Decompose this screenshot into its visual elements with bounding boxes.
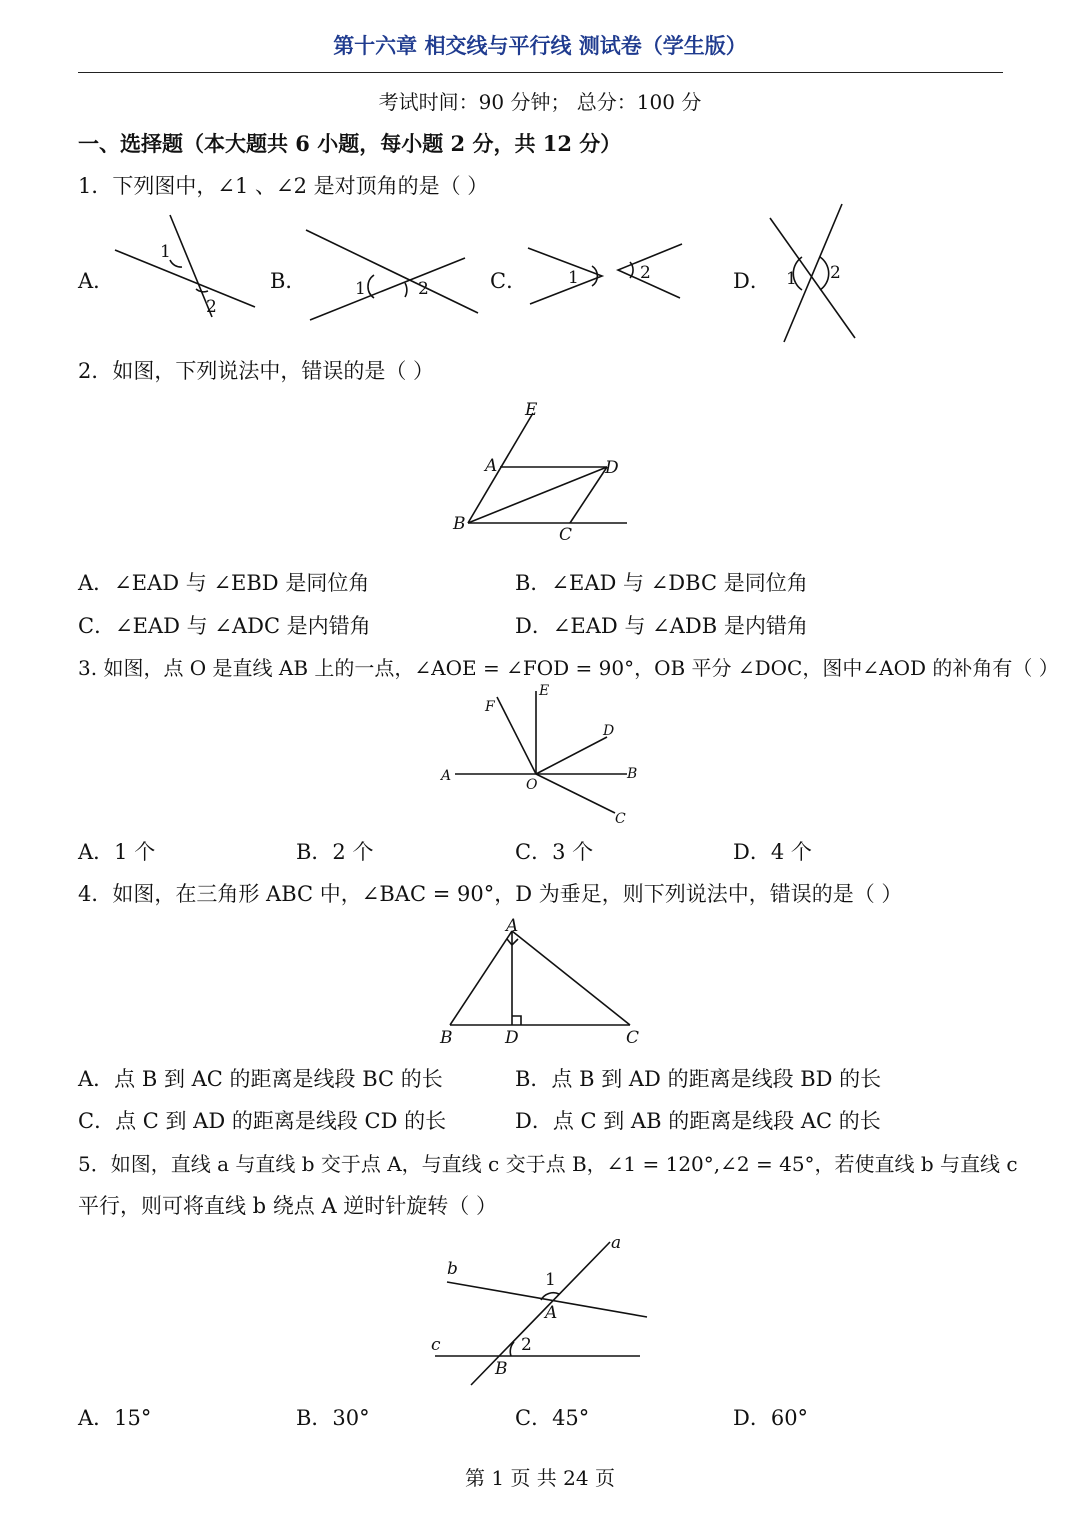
q5-point-B: B <box>495 1359 508 1379</box>
q4-line-AC <box>512 931 630 1025</box>
q5-option-a: A．15° <box>78 1406 152 1430</box>
q1-stem: 1．下列图中，∠1 、∠2 是对顶角的是（ ） <box>78 174 489 198</box>
q1a-arc-1 <box>170 260 182 267</box>
q5-angle-1-label: 1 <box>545 1270 556 1290</box>
exam-info: 考试时间：90 分钟； 总分：100 分 <box>378 90 702 114</box>
q2-figure <box>445 395 635 550</box>
q2-stem: 2．如图，下列说法中，错误的是（ ） <box>78 359 435 383</box>
q1b-label-1: 1 <box>355 279 366 299</box>
q5-stem-line1: 5．如图，直线 a 与直线 b 交于点 A，与直线 c 交于点 B，∠1 = 120°,∠2 = 45°，若使直线 b 与直线 c <box>78 1152 1018 1176</box>
q1a-line-1 <box>115 250 255 307</box>
q5-line-a <box>471 1242 610 1385</box>
q5-stem-line2: 平行，则可将直线 b 绕点 A 逆时针旋转（ ） <box>78 1194 497 1218</box>
q4-option-b: B．点 B 到 AD 的距离是线段 BD 的长 <box>515 1067 882 1091</box>
q3-option-b: B．2 个 <box>296 840 374 864</box>
q1-figure-a <box>100 205 270 320</box>
q2-option-b: B．∠EAD 与 ∠DBC 是同位角 <box>515 571 808 595</box>
q1d-line-1 <box>770 218 855 338</box>
q5-option-c: C．45° <box>515 1406 590 1430</box>
q2-point-B: B <box>453 514 466 534</box>
q1c-label-1: 1 <box>568 268 579 288</box>
q5-point-A: A <box>545 1303 558 1323</box>
q4-line-AB <box>450 931 512 1025</box>
q2-option-c: C．∠EAD 与 ∠ADC 是内错角 <box>78 614 371 638</box>
q1-figure-c <box>520 240 690 310</box>
q1a-label-1: 1 <box>160 242 171 262</box>
q3-line-OC <box>536 774 615 813</box>
q5-option-b: B．30° <box>296 1406 370 1430</box>
q2-point-D: D <box>605 458 619 478</box>
q3-option-c: C．3 个 <box>515 840 594 864</box>
q1-option-c-label: C． <box>490 269 528 293</box>
q3-option-d: D．4 个 <box>733 840 812 864</box>
q5-option-d: D．60° <box>733 1406 809 1430</box>
q3-stem: 3. 如图，点 O 是直线 AB 上的一点，∠AOE = ∠FOD = 90°，OB 平分 ∠DOC，图中∠AOD 的补角有（ ） <box>78 656 1059 680</box>
q2-point-C: C <box>559 525 573 545</box>
q4-point-C: C <box>626 1028 640 1048</box>
q1b-line-2 <box>310 258 465 320</box>
q1-figure-b <box>300 225 485 330</box>
q3-line-OF <box>497 697 536 774</box>
q3-point-C: C <box>615 811 626 827</box>
q5-line-b-label: b <box>447 1259 458 1279</box>
q5-figure <box>425 1230 660 1390</box>
q4-stem: 4．如图，在三角形 ABC 中，∠BAC = 90°，D 为垂足，则下列说法中，错误的是（ ） <box>78 882 903 906</box>
q4-right-angle-D <box>512 1016 521 1025</box>
q4-option-a: A．点 B 到 AC 的距离是线段 BC 的长 <box>78 1067 443 1091</box>
q1a-arc-2 <box>196 289 208 292</box>
q1-option-b-label: B． <box>270 269 307 293</box>
q2-option-d: D．∠EAD 与 ∠ADB 是内错角 <box>515 614 808 638</box>
q1d-label-2: 2 <box>830 263 841 283</box>
q1a-label-2: 2 <box>206 297 217 317</box>
q1-option-a-label: A． <box>78 269 115 293</box>
q3-point-D: D <box>603 723 615 739</box>
q1b-arc-2 <box>405 283 407 297</box>
section-title: 一、选择题（本大题共 6 小题，每小题 2 分，共 12 分） <box>78 131 622 156</box>
q1d-label-1: 1 <box>786 269 797 289</box>
q1c-angle-1 <box>528 248 602 304</box>
q1c-label-2: 2 <box>640 263 651 283</box>
q1b-line-1 <box>306 230 478 313</box>
q1-option-d-label: D． <box>733 269 771 293</box>
q1-figure-d <box>760 200 870 345</box>
q5-line-a-label: a <box>611 1233 622 1253</box>
q3-option-a: A．1 个 <box>78 840 156 864</box>
document-title: 第十六章 相交线与平行线 测试卷（学生版） <box>333 33 747 58</box>
q3-line-OD <box>536 737 607 774</box>
q4-option-d: D．点 C 到 AB 的距离是线段 AC 的长 <box>515 1109 881 1133</box>
header-divider <box>78 72 1003 73</box>
q2-option-a: A．∠EAD 与 ∠EBD 是同位角 <box>78 571 370 595</box>
q2-line-EB <box>468 413 533 523</box>
q4-point-B: B <box>440 1028 453 1048</box>
q3-point-O: O <box>526 777 538 793</box>
q3-point-E: E <box>539 683 550 699</box>
q2-point-E: E <box>525 400 538 420</box>
q3-point-B: B <box>627 766 638 782</box>
q1c-arc-1 <box>592 266 597 286</box>
page-number: 第 1 页 共 24 页 <box>465 1466 615 1490</box>
q3-point-F: F <box>485 699 495 715</box>
q2-point-A: A <box>485 456 498 476</box>
q2-line-DC <box>570 467 607 523</box>
q4-point-A: A <box>506 916 519 936</box>
q1d-arc-2 <box>820 257 829 290</box>
q5-line-c-label: c <box>431 1335 441 1355</box>
q3-point-A: A <box>441 768 452 784</box>
q5-angle-2-label: 2 <box>521 1335 532 1355</box>
q4-point-D: D <box>505 1028 519 1048</box>
q4-option-c: C．点 C 到 AD 的距离是线段 CD 的长 <box>78 1109 447 1133</box>
q3-figure <box>435 683 650 828</box>
q1b-label-2: 2 <box>418 279 429 299</box>
q4-figure <box>430 915 650 1050</box>
